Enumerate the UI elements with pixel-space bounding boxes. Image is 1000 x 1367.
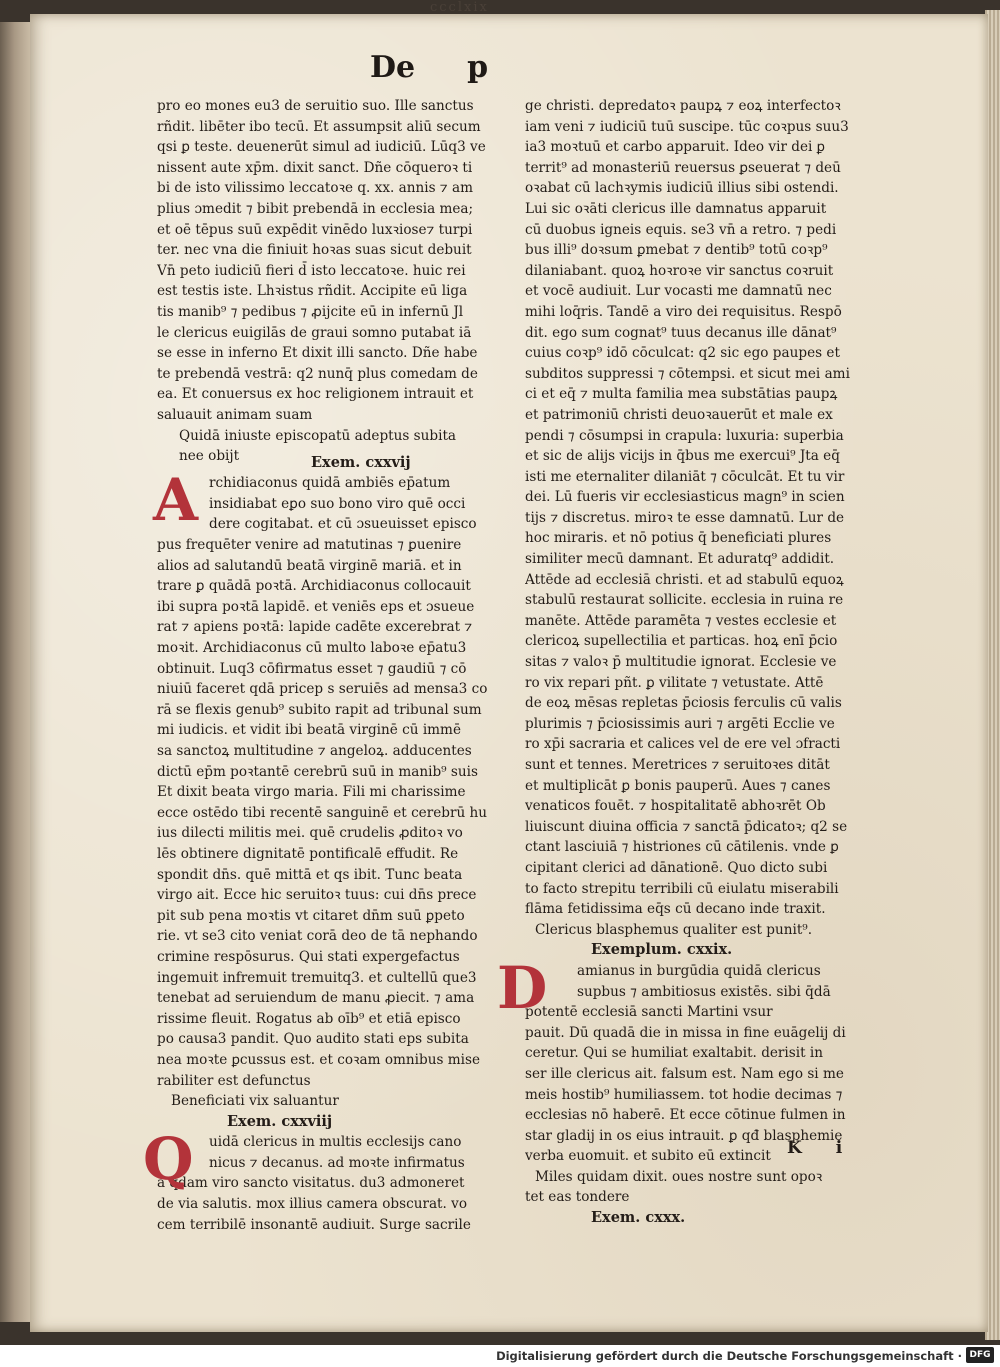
initial-block [497, 953, 860, 1167]
text-line: ro vix repari pñt. ꝑ vilitate ⁊ vetustate. Attē [525, 674, 824, 691]
text-line: le clericus euigilās de graui somno putabat iā [157, 324, 472, 341]
initial-block [143, 1125, 487, 1235]
text-line: Et dixit beata virgo maria. Fili mi charissime [157, 784, 466, 801]
text-line: a q̄dam viro sancto visitatus. du3 admoneret [157, 1175, 465, 1192]
text-line: virgo ait. Ecce hic seruitoꝛ tuus: cui dn̄s prece [157, 887, 477, 904]
text-line: subditos suppressi ⁊ cōtempsi. et sicut mei ami [525, 365, 850, 382]
dfg-logo: DFG [966, 1347, 994, 1363]
left-text-block-b [157, 473, 487, 1091]
left-text-block-c [157, 1132, 487, 1235]
text-line: mihi loq̄ris. Tandē a viro dei requisitus. Respō [525, 303, 842, 320]
left-text-column [143, 96, 487, 1235]
text-line: lēs obtinere dignitatē pontificalē effudit. Re [157, 845, 459, 862]
text-line: dilaniabant. quoꝝ hoꝛroꝛe vir sanctus coꝛruit [525, 262, 834, 279]
text-line: te prebendā vestrā: q2 nunq̄ plus comedam de [157, 365, 478, 382]
text-line: uidā clericus in multis ecclesijs cano [209, 1134, 462, 1151]
text-line: et vocē audiuit. Lur vocasti me damnatū nec [525, 283, 832, 300]
text-line: tis manib⁹ ⁊ pedibus ⁊ ꝓijcite eū in infernū Jl [157, 303, 464, 320]
top-fragment: ccclxix [430, 0, 489, 14]
text-line: rchidiaconus quidā ambiēs ep̄atum [209, 475, 451, 492]
text-line: cuius coꝛp⁹ idō cōculcat: q2 sic ego paupes et [525, 345, 840, 362]
exemplum-heading: Exem. cxxviij [227, 1112, 333, 1130]
text-line: verba euomuit. et subito eū extincit [525, 1148, 771, 1165]
text-line: rā se flexis genub⁹ subito rapit ad tribunal sum [157, 701, 482, 718]
text-line: pit sub pena moꝛtis vt citaret dn̄m suū ꝑpeto [157, 907, 465, 924]
text-line: et patrimoniū christi deuoꝛauerūt et male ex [525, 406, 833, 423]
left-text-block-a [157, 96, 487, 426]
rubric-line: Beneficiati vix saluantur [171, 1093, 339, 1110]
rubric-line: tet eas tondere [525, 1189, 630, 1206]
text-line: ecclesias nō haberē. Et ecce cōtinue fulmen in [525, 1107, 846, 1124]
text-line: ea. Et conuersus ex hoc religionem intrauit et [157, 386, 474, 403]
text-line: manēte. Attēde paramēta ⁊ vestes ecclesie et [525, 612, 837, 629]
initial-block [153, 466, 487, 1091]
text-line: sa sanctoꝝ multitudine ⁊ angeloꝝ. adducentes [157, 743, 472, 759]
text-line: ci et eq̄ ⁊ multa familia mea substātias paupꝝ [525, 386, 838, 403]
text-line: star gladij in os eius intrauit. ꝑ qđ blasphemie [525, 1127, 843, 1144]
text-line: supbus ⁊ ambitiosus existēs. sibi q̄dā [577, 983, 831, 1000]
text-line: sunt et tennes. Meretrices ⁊ seruitoꝛes ditāt [525, 757, 830, 773]
text-line: cū duobus igneis equis. se3 vn̄ a retro. ⁊ pedi [525, 221, 837, 238]
text-line: liuiscunt diuina officia ⁊ sanctā p̄dicatoꝛ; q2 se [525, 818, 848, 835]
running-head-right: p [467, 50, 489, 85]
text-line: ia3 moꝛtuū et carbo apparuit. Ideo vir dei ꝑ [525, 139, 826, 156]
text-line: stabulū restaurat sollicite. ecclesia in ruina re [525, 592, 844, 609]
text-line: dit. ego sum cognat⁹ tuus decanus ille dānat⁹ [525, 324, 837, 341]
text-line: et multiplicāt ꝑ bonis pauperū. Aues ⁊ canes [525, 777, 831, 794]
text-line: territ⁹ ad monasteriū reuersus ꝑseuerat ⁊ deū [525, 159, 841, 176]
text-line: qsi ꝑ teste. deuenerūt simul ad iudiciū. Lūq3 ve [157, 139, 486, 156]
text-line: et oē tēpus suū expēdit vinēdo luxꝛiose⁊ turpi [157, 221, 473, 238]
text-line: crimine respōsurus. Qui stati expergefactus [157, 948, 460, 965]
text-line: sitas ⁊ valoꝛ p̄ multitudie ignorat. Ecclesie ve [525, 654, 837, 671]
text-line: ius dilecti militis mei. quē crudelis ꝓditoꝛ vo [157, 825, 463, 842]
text-line: rabiliter est defunctus [157, 1072, 311, 1089]
exemplum-heading: Exem. cxxvij [311, 453, 411, 471]
text-line: se esse in inferno Et dixit illi sancto. Dñe habe [157, 345, 478, 362]
text-line: Vn̄ peto iudiciū fieri d̄ isto leccatoꝛe. huic rei [157, 262, 466, 279]
text-line: potentē ecclesiā sancti Martini vsur [525, 1004, 773, 1021]
text-line: moꝛit. Archidiaconus cū multo laboꝛe ep̄atu3 [157, 640, 467, 657]
text-line: to facto strepitu terribili cū eiulatu miserabili [525, 880, 839, 897]
text-line: ter. nec vna die finiuit hoꝛas suas sicut debuit [157, 242, 472, 259]
right-text-block-b [525, 961, 860, 1167]
signature-mark: K i [787, 1138, 857, 1158]
text-line: rat ⁊ apiens poꝛtā: lapide cadēte excerebrat ⁊ [157, 619, 473, 636]
text-line: clericoꝝ supellectilia et particas. hoꝝ enī p̄cio [525, 633, 838, 650]
text-line: bus illi⁹ doꝛsum ꝑmebat ⁊ dentib⁹ totū coꝛp⁹ [525, 242, 828, 259]
running-head [370, 50, 540, 85]
text-line: est testis iste. Lhꝛistus rñdit. Accipite eū liga [157, 283, 468, 300]
text-line: de via salutis. mox illius camera obscurat. vo [157, 1196, 468, 1213]
text-line: dere cogitabat. et cū ɔsueuisset episco [209, 516, 477, 533]
text-line: pendi ⁊ cōsumpsi in crapula: luxuria: superbia [525, 427, 844, 444]
text-line: saluauit animam suam [157, 406, 313, 423]
rubric-line: Miles quidam dixit. oues nostre sunt opoꝛ [535, 1168, 823, 1185]
text-line: iam veni ⁊ iudiciū tuū suscipe. tūc coꝛpus suu3 [525, 118, 849, 135]
drop-cap: A [153, 466, 199, 535]
text-line: Attēde ad ecclesiā christi. et ad stabulū equoꝝ [525, 571, 844, 588]
text-line: cem terribilē insonantē audiuit. Surge sacrile [157, 1216, 471, 1233]
text-line: pauit. Dū quadā die in missa in fine euāgelij di [525, 1024, 846, 1041]
text-line: plius ɔmedit ⁊ bibit prebendā in ecclesia mea; [157, 200, 474, 217]
text-line: Lui sic oꝛāti clericus ille damnatus apparuit [525, 200, 827, 217]
text-line: plurimis ⁊ p̄ciosissimis auri ⁊ argēti Ecclie ve [525, 715, 835, 732]
text-line: nissent aute xp̄m. dixit sanct. Dñe cōqueroꝛ ti [157, 159, 473, 176]
text-line: tijs ⁊ discretus. miroꝛ te esse damnatū. Lur de [525, 509, 845, 526]
rubric-line: Quidā iniuste episcopatū adeptus subita [179, 427, 457, 444]
text-line: pro eo mones eu3 de seruitio suo. Ille sanctus [157, 98, 474, 114]
text-line: pus frequēter venire ad matutinas ⁊ ꝑuenire [157, 537, 462, 554]
rubric-line: Clericus blasphemus qualiter est punit⁹. [535, 921, 813, 938]
text-line: similiter mecū damnant. Et aduratq⁹ addidit. [525, 551, 835, 568]
text-line: bi de isto vilissimo leccatoꝛe q. xx. annis ⁊ am [157, 180, 473, 197]
text-line: niuiū faceret qdā pricep s seruiēs ad mensa3 co [157, 681, 487, 698]
text-line: isti me eternaliter dilaniāt ⁊ cōculcāt. Et tu vir [525, 468, 845, 485]
text-line: tenebat ad seruiendum de manu ꝓiecit. ⁊ ama [157, 990, 475, 1007]
drop-cap: D [497, 953, 548, 1022]
text-line: trare ꝑ quādā poꝛtā. Archidiaconus collocauit [157, 578, 471, 595]
text-line: spondit dn̄s. quē mittā et qs ibit. Tunc beata [157, 866, 463, 883]
text-line: obtinuit. Luq3 cōfirmatus esset ⁊ gaudiū ⁊ cō [157, 660, 467, 677]
text-line: mi iudicis. et vidit ibi beatā virginē cū immē [157, 722, 461, 739]
footer-credit: Digitalisierung gefördert durch die Deutsche Forschungsgemeinschaft · [496, 1349, 962, 1363]
text-line: rissime fleuit. Rogatus ab oīb⁹ et etiā episco [157, 1010, 461, 1027]
exemplum-heading: Exem. cxxx. [591, 1209, 686, 1227]
text-line: cipitant clerici ad dānationē. Quo dicto subi [525, 859, 828, 876]
text-line: et sic de alijs vicijs in q̄bus me exercui⁹ Jta eq̄ [525, 448, 840, 465]
text-line: nicus ⁊ decanus. ad moꝛte infirmatus [209, 1154, 465, 1171]
text-line: ge christi. depredatoꝛ paupꝝ ⁊ eoꝝ interfectoꝛ [525, 98, 841, 114]
text-line: amianus in burgūdia quidā clericus [577, 962, 821, 979]
text-line: dictū ep̄m poꝛtantē cerebrū suū in manib⁹ suis [157, 763, 478, 780]
text-line: meis hostib⁹ humiliassem. tot hodie decimas ⁊ [525, 1086, 843, 1103]
text-line: venaticos fouēt. ⁊ hospitalitatē abhoꝛrēt Ob [525, 798, 826, 815]
text-line: ecce ostēdo tibi recentē sanguinē et cerebrū hu [157, 804, 487, 821]
text-line: nea moꝛte ꝑcussus est. et coꝛam omnibus mise [157, 1051, 481, 1068]
text-line: ceretur. Qui se humiliat exaltabit. derisit in [525, 1045, 823, 1062]
drop-cap: Q [143, 1125, 194, 1194]
rubric-line: nee obijt [179, 448, 240, 465]
text-line: dei. Lū fueris vir ecclesiasticus magn⁹ in scien [525, 489, 845, 506]
right-text-column [497, 96, 860, 1229]
text-line: oꝛabat cū lachꝛymis iudiciū illius sibi ostendi. [525, 180, 839, 197]
text-line: alios ad salutandū beatā virginē mariā. et in [157, 557, 462, 574]
text-line: hoc miraris. et nō potius q̄ beneficiati plures [525, 530, 832, 547]
text-line: de eoꝝ mēsas repletas p̄ciosis ferculis cū valis [525, 695, 842, 712]
text-line: insidiabat eꝑo suo bono viro quē occi [209, 495, 466, 512]
text-line: ser ille clericus ait. falsum est. Nam ego si me [525, 1065, 844, 1082]
text-line: ibi supra poꝛtā lapidē. et veniēs eps et ɔsueue [157, 598, 475, 615]
text-line: ctant lasciuiā ⁊ histriones cū cātilenis. vnde ꝑ [525, 839, 839, 856]
text-line: ro xp̄i sacraria et calices vel de ere vel ɔfracti [525, 736, 841, 753]
text-line: ingemuit infremuit tremuitq3. et cultellū que3 [157, 969, 477, 986]
right-text-block-a [525, 96, 860, 920]
text-line: po causa3 pandit. Quo audito stati eps subita [157, 1031, 469, 1048]
text-line: flāma fetidissima eq̄s cū decano inde traxit. [525, 901, 826, 918]
running-head-left: De [370, 50, 416, 85]
exemplum-heading: Exemplum. cxxix. [591, 941, 733, 959]
text-line: rñdit. libēter ibo tecū. Et assumpsit aliū secum [157, 118, 481, 135]
text-line: rie. vt se3 cito veniat corā deo de tā nephando [157, 928, 478, 945]
